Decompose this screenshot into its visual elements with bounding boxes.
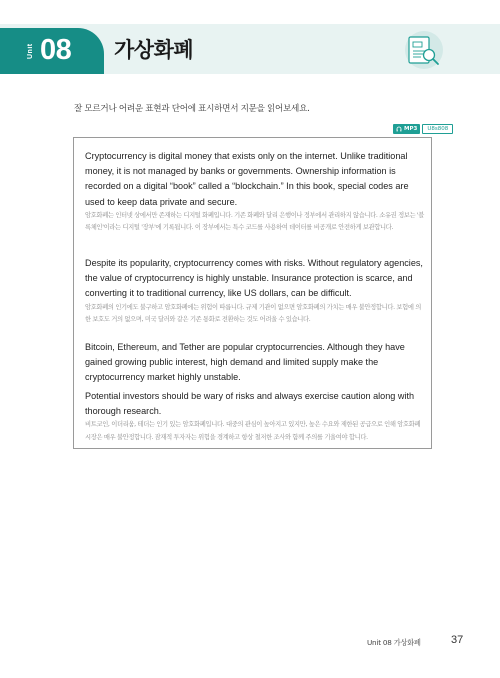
mp3-label: MP3	[404, 126, 418, 132]
mp3-badge[interactable]	[393, 124, 420, 134]
paragraph-korean: 암호화폐의 인기에도 불구하고 암호화폐에는 위험이 따릅니다. 규제 기관이 없으면 암호화폐의 가치는 매우 불안정합니다. 보험에 의한 보호도 거의 없으며, 미국 달러와 같은 기존 통화로 전환하는 것도 어려울 수 있습니다.	[85, 303, 421, 324]
paragraph-english: Despite its popularity, cryptocurrency comes with risks. Without regulatory agencies, the value of cryptocurrency is highly unstable. Insurance protection is scarce, and converting it to traditional currency, like US dollars, can be difficult.	[85, 258, 423, 299]
headphones-icon	[396, 126, 402, 132]
paragraph-2	[85, 256, 425, 327]
reading-instruction: 잘 모르거나 어려운 표현과 단어에 표시하면서 지문을 읽어보세요.	[74, 104, 310, 114]
page-title: 가상화폐	[114, 38, 194, 62]
track-badge: U8s808	[422, 124, 453, 134]
paragraph-korean: 암호화폐는 인터넷 상에서만 존재하는 디지털 화폐입니다. 기존 화폐와 달리 은행이나 정부에서 관리하지 않습니다. 소유권 정보는 '블록체인'이라는 디지털 '장부'에 기록됩니다. 이 장부에서는 특수 코드를 사용하여 데이터를 비공개로 안전하게 보관합니다.	[85, 211, 425, 232]
footer-unit-text: Unit 08 가상화폐	[367, 638, 421, 647]
paragraph-korean: 비트코인, 이더리움, 테더는 인기 있는 암호화폐입니다. 대중의 관심이 높아지고 있지만, 높은 수요와 제한된 공급으로 인해 암호화폐 시장은 매우 불안정합니다. 잠재적 투자자는 위험을 경계하고 항상 철저한 조사와 함께 주의를 기울여야 합니다.	[85, 421, 421, 441]
paragraph-english: Potential investors should be wary of risks and always exercise caution along with thorough research.	[85, 390, 415, 416]
paragraph-english: Bitcoin, Ethereum, and Tether are popular cryptocurrencies. Although they have gained growing public interest, high demand and limited supply make the cryptocurrency market highly unstable.	[85, 342, 405, 383]
audio-badges	[393, 124, 453, 134]
paragraph-3	[85, 340, 425, 444]
unit-number: 08	[40, 34, 72, 66]
page-number: 37	[451, 634, 464, 646]
document-magnifier-icon	[398, 28, 446, 72]
paragraph-english: Cryptocurrency is digital money that exists only on the internet. Unlike traditional money, it is not managed by banks or governments. Ownership information is recorded on a digital “book” called a “blockchain.” In this book, special codes are used to keep data private and secure.	[85, 151, 409, 207]
paragraph-1	[85, 149, 425, 235]
unit-label: Unit	[27, 43, 34, 59]
